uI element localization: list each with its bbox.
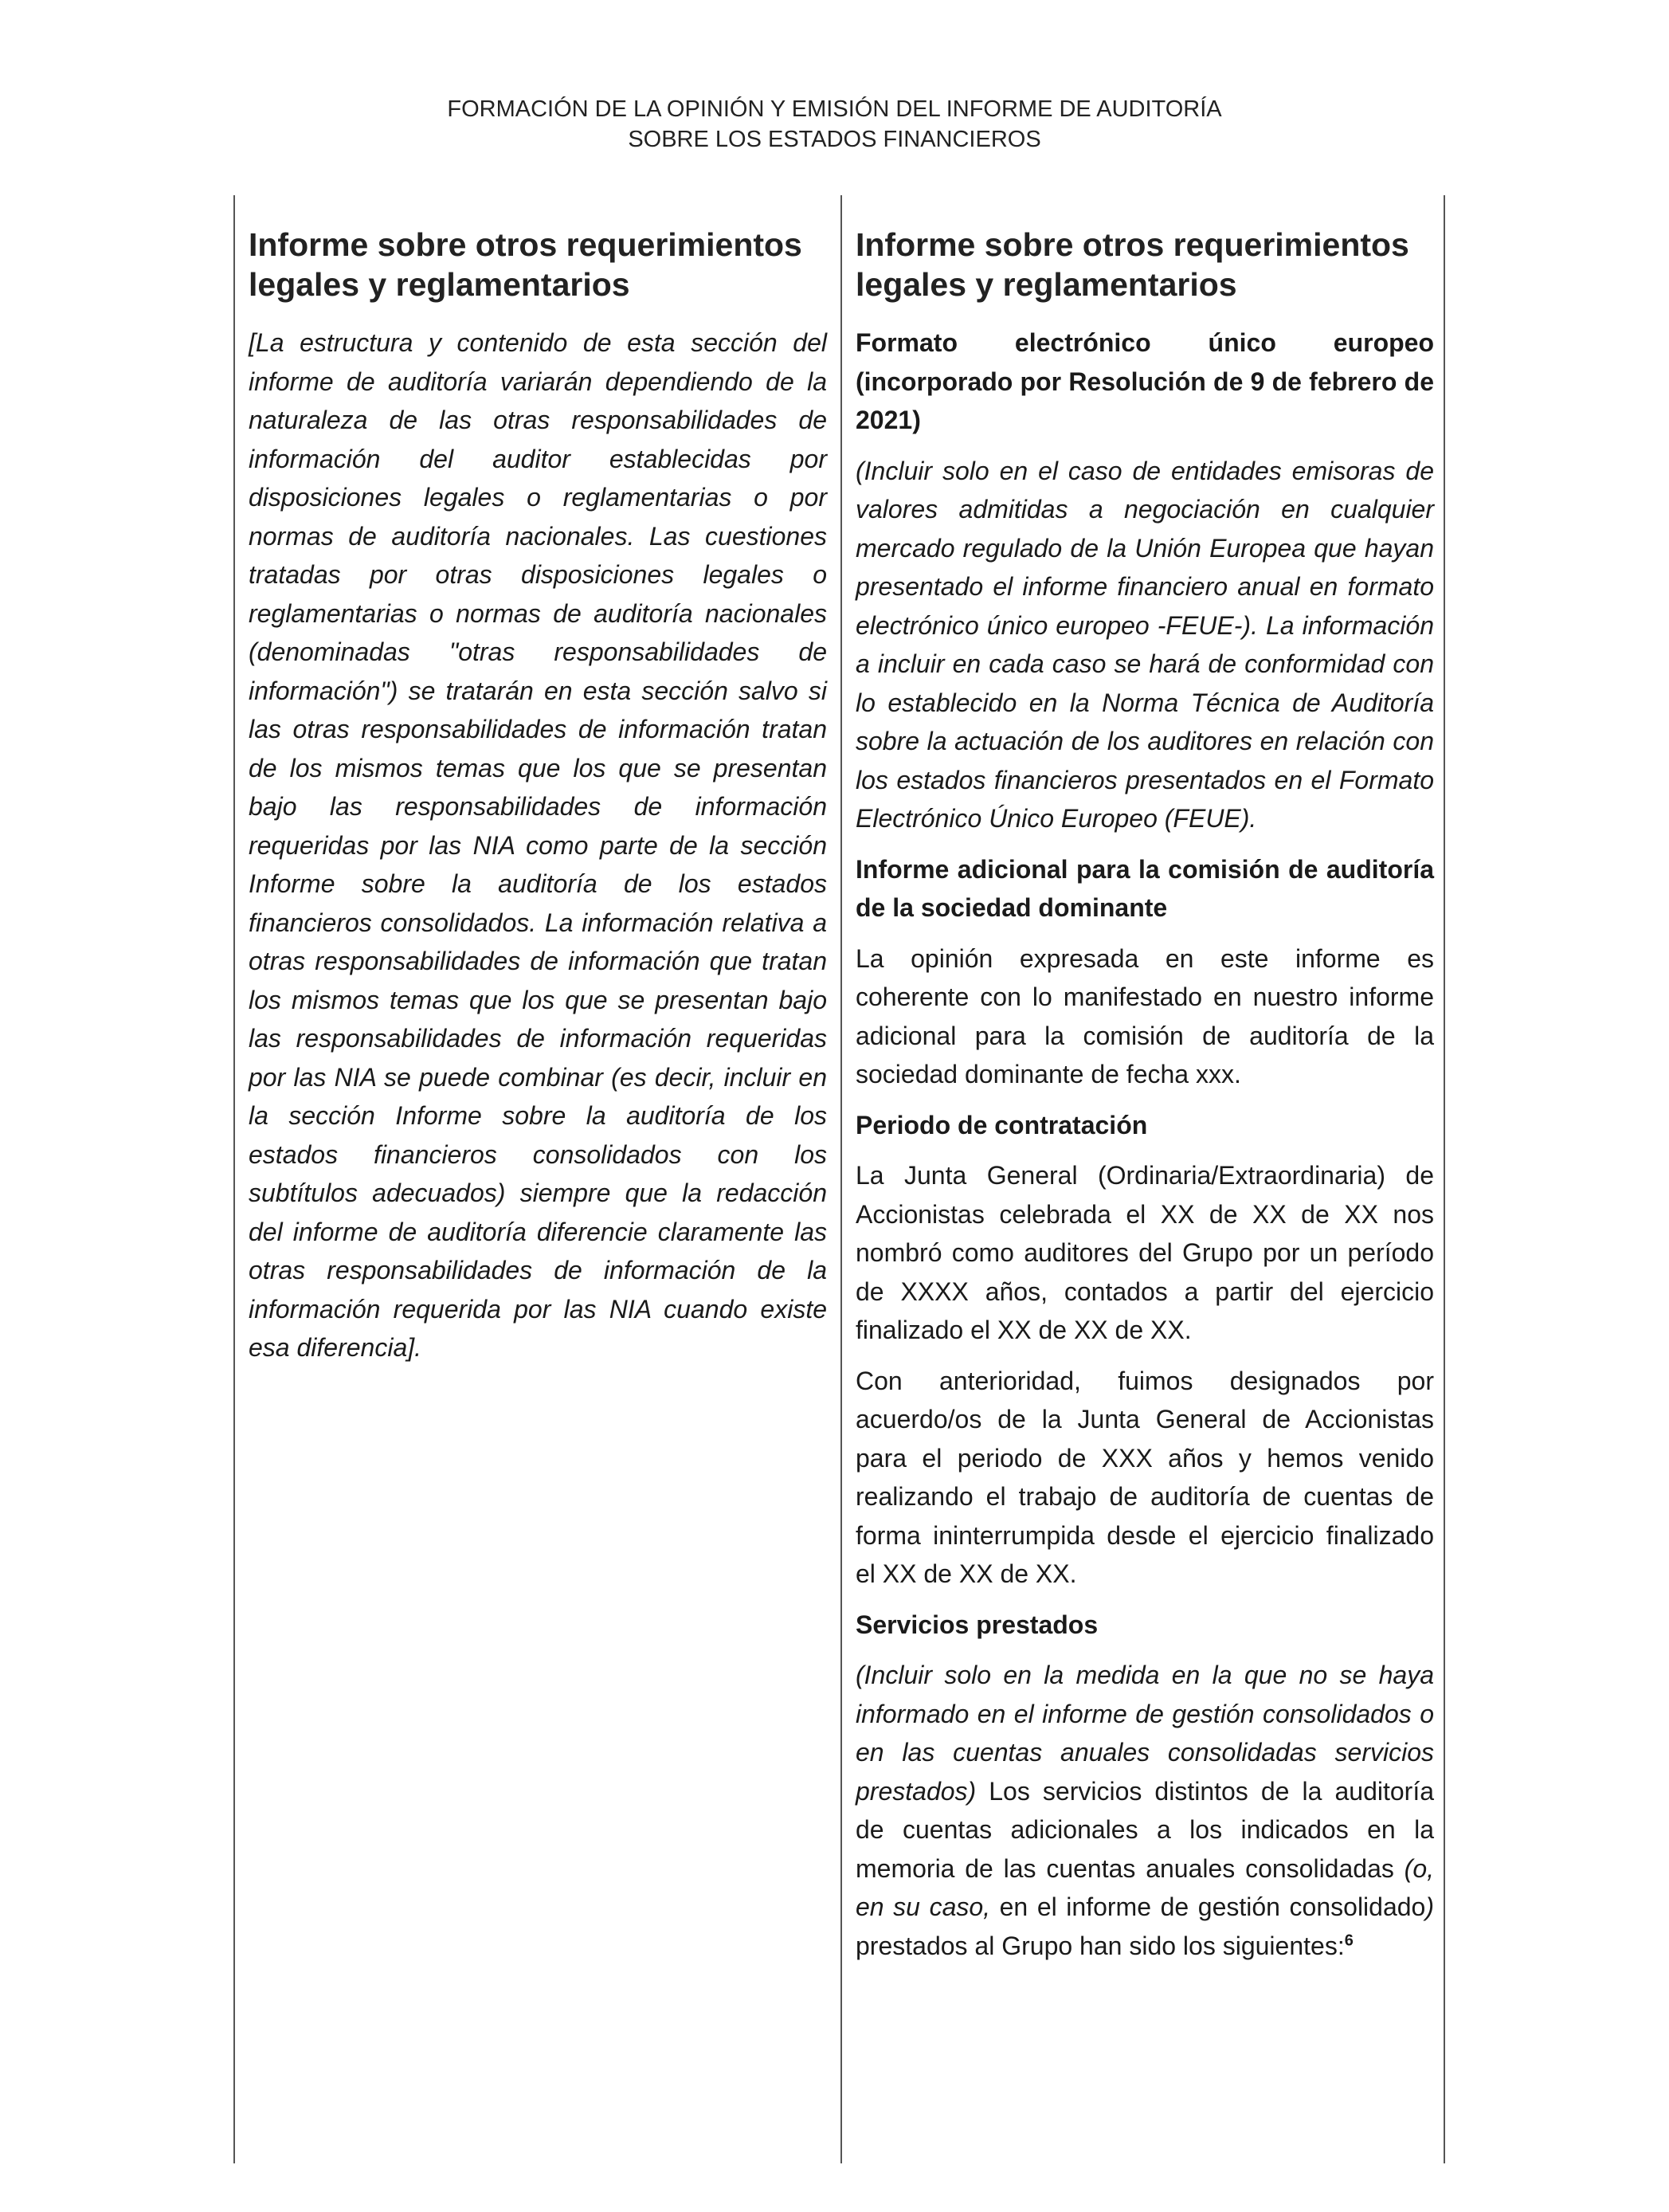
adicional-body: La opinión expresada en este informe es coherente con lo manifestado en nuestro informe adicional para la comisión de auditoría de la sociedad dominante de fecha xxx. (856, 943, 1434, 1088)
servicios-body (856, 1656, 1434, 1965)
feue-title: Formato electrónico único europeo (incorporado por Resolución de 9 de febrero de 2021) (856, 328, 1434, 434)
servicios-text-1: Los servicios distintos de la auditoría de cuentas adicionales a los indicados en la memoria de las cuentas anuales consolidadas (856, 1776, 1434, 1883)
servicios-italic-1: (Incluir solo en la medida en la que no se haya informado en el informe de gestión consolidados o en las cuentas anuales consolidadas servicios prestados) (856, 1661, 1434, 1806)
left-heading: Informe sobre otros requerimientos legales y reglamentarios (249, 226, 802, 303)
servicios-italic-2: (o, en su caso, (856, 1853, 1434, 1921)
left-body-text: [La estructura y contenido de esta sección del informe de auditoría variarán dependiendo de la naturaleza de las otras responsabilidades de información del auditor establecidas por disposiciones legales o reglamentarias o por normas de auditoría nacionales. Las cuestiones tratadas por otras disposiciones legales o reglamentarias o normas de auditoría nacionales (denominadas "otras responsabilidades de información") se tratarán en esta sección salvo si las otras responsabilidades de información tratan de los mismos temas que los que se presentan bajo las responsabilidades de información requeridas por las NIA como parte de la sección Informe sobre la auditoría de los estados financieros consolidados. La información relativa a otras responsabilidades de información que tratan los mismos temas que los que se presentan bajo las responsabilidades de información requeridas por las NIA se puede combinar (es decir, incluir en la sección Informe sobre la auditoría de los estados financieros consolidados con los subtítulos adecuados) siempre que la redacción del informe de auditoría diferencie claramente las otras responsabilidades de información de la información requerida por las NIA cuando existe esa diferencia]. (249, 328, 827, 1362)
column-divider-middle (840, 195, 842, 2163)
periodo-body-1: La Junta General (Ordinaria/Extraordinaria) de Accionistas celebrada el XX de XX de XX nos nombró como auditores del Grupo por un período de XXXX años, contados a partir del ejercicio finalizado el XX de XX de XX. (856, 1161, 1434, 1344)
periodo-title: Periodo de contratación (856, 1110, 1148, 1139)
header-line-1: FORMACIÓN DE LA OPINIÓN Y EMISIÓN DEL INFORME DE AUDITORÍA (447, 96, 1222, 122)
right-heading: Informe sobre otros requerimientos legales y reglamentarios (856, 226, 1409, 303)
right-column (856, 225, 1434, 1977)
servicios-text-2: en el informe de gestión consolidado (990, 1892, 1426, 1921)
periodo-body-2: Con anterioridad, fuimos designados por acuerdo/os de la Junta General de Accionistas para el periodo de XXX años y hemos venido realizando el trabajo de auditoría de cuentas de forma ininterrumpida desde el ejercicio finalizado el XX de XX de XX. (856, 1366, 1434, 1588)
feue-body (856, 452, 1434, 838)
footnote-ref: 6 (1344, 1931, 1354, 1949)
column-divider-right (1444, 195, 1445, 2163)
left-body (249, 324, 827, 1367)
page-header (0, 94, 1669, 155)
header-line-2: SOBRE LOS ESTADOS FINANCIEROS (628, 127, 1041, 152)
feue-body-text: (Incluir solo en el caso de entidades emisoras de valores admitidas a negociación en cualquier mercado regulado de la Unión Europea que hayan presentado el informe financiero anual en formato electrónico único europeo -FEUE-). La información a incluir en cada caso se hará de conformidad con lo establecido en la Norma Técnica de Auditoría sobre la actuación de los auditores en relación con los estados financieros presentados en el Formato Electrónico Único Europeo (FEUE). (856, 456, 1434, 833)
servicios-text-3: prestados al Grupo han sido los siguientes: (856, 1931, 1345, 1960)
servicios-title: Servicios prestados (856, 1610, 1099, 1639)
adicional-title: Informe adicional para la comisión de auditoría de la sociedad dominante (856, 854, 1434, 922)
column-divider-left (233, 195, 235, 2163)
left-column (249, 225, 827, 1379)
servicios-italic-3: ) (1425, 1892, 1434, 1921)
